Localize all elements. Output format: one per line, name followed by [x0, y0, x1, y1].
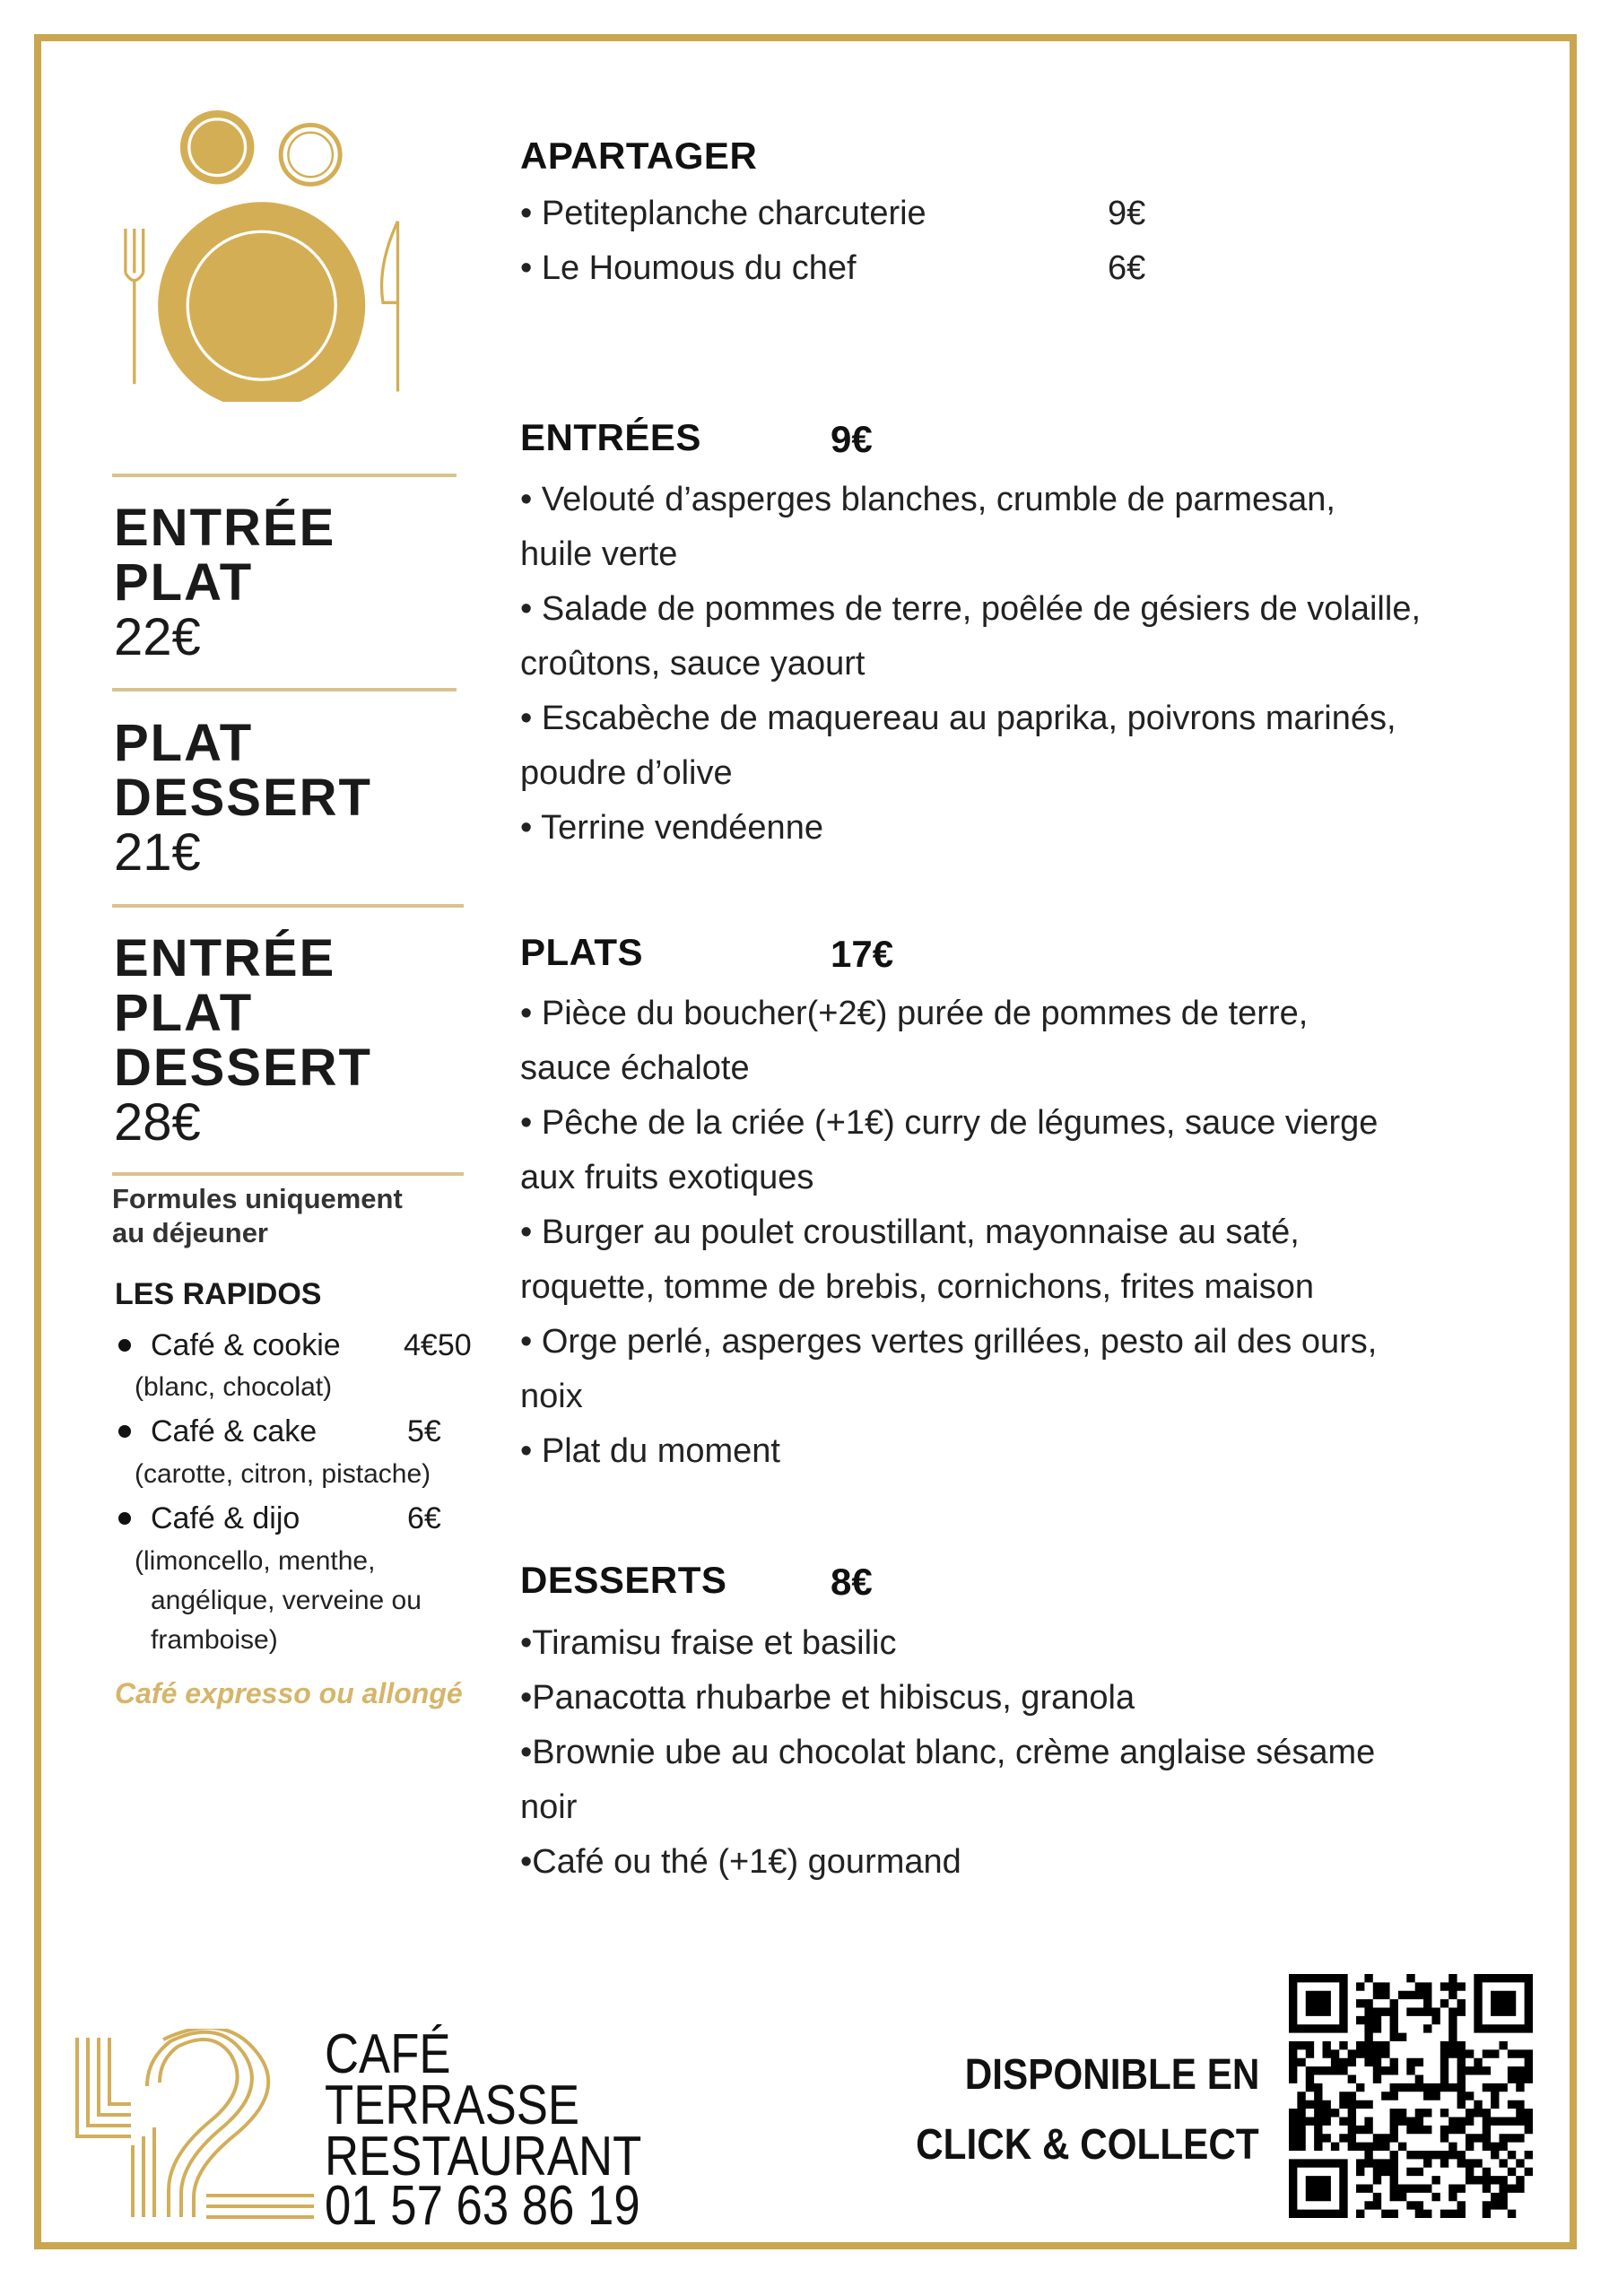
divider — [112, 1172, 464, 1176]
rapido-price: 5€ — [407, 1414, 441, 1448]
rapido-name: Café & cake — [151, 1414, 318, 1448]
menu-line: sauce échalote — [520, 1049, 750, 1087]
menu-line: noir — [520, 1788, 578, 1826]
formula-line: ENTRÉE — [114, 929, 336, 987]
rapido-item — [115, 1497, 441, 1540]
rapido-detail: (blanc, chocolat) — [135, 1372, 333, 1402]
formula-line: DESSERT — [114, 1039, 372, 1097]
section-price-plats: 17€ — [831, 933, 894, 975]
divider — [112, 904, 464, 908]
formula-plat-dessert — [114, 716, 372, 880]
note-line: Formules uniquement — [112, 1183, 403, 1214]
divider — [112, 688, 457, 691]
apartager-price: 9€ — [1108, 195, 1146, 232]
desserts-list — [520, 1616, 1375, 1890]
note-line: au déjeuner — [112, 1217, 268, 1248]
section-price-desserts: 8€ — [831, 1561, 873, 1603]
menu-line: • Plat du moment — [520, 1432, 780, 1470]
brand-line: TERRASSE — [325, 2074, 580, 2136]
menu-line: noix — [520, 1378, 583, 1415]
menu-line: • Escabèche de maquereau au paprika, poivrons marinés, — [520, 700, 1396, 737]
section-title-apartager: APARTAGER — [520, 135, 758, 177]
plats-list — [520, 987, 1378, 1479]
menu-line: • Salade de pommes de terre, poêlée de gésiers de volaille, — [520, 590, 1422, 628]
rapido-name: Café & cookie — [151, 1328, 341, 1362]
menu-line: • Burger au poulet croustillant, mayonnaise au saté, — [520, 1213, 1300, 1251]
formula-entree-plat — [114, 500, 335, 665]
rapido-detail: (limoncello, menthe, — [135, 1546, 376, 1576]
click-collect-line: DISPONIBLE EN — [964, 2051, 1259, 2099]
coffee-note: Café expresso ou allongé — [115, 1677, 463, 1709]
formula-line: PLAT — [114, 984, 254, 1042]
menu-line: •Tiramisu fraise et basilic — [520, 1624, 897, 1662]
section-title-plats: PLATS — [520, 931, 644, 973]
rapido-name: Café & dijo — [151, 1501, 300, 1535]
qr-code-icon[interactable] — [1289, 1973, 1533, 2219]
menu-line: • Pêche de la criée (+1€) curry de légumes, sauce vierge — [520, 1104, 1379, 1142]
menu-line: • Orge perlé, asperges vertes grillées, pesto ail des ours, — [520, 1323, 1378, 1361]
formula-note — [112, 1182, 403, 1250]
qr-modules — [1289, 1974, 1533, 2218]
bullet-icon — [118, 1512, 131, 1525]
menu-line: • Terrine vendéenne — [520, 809, 823, 847]
menu-line: aux fruits exotiques — [520, 1159, 814, 1196]
apartager-item: • Le Houmous du chef — [520, 249, 857, 287]
formula-line: ENTRÉE — [114, 499, 336, 557]
formula-price: 21€ — [114, 823, 201, 882]
divider — [112, 474, 457, 477]
menu-line: poudre d’olive — [520, 754, 733, 792]
bullet-icon — [118, 1425, 131, 1438]
rapido-detail: (carotte, citron, pistache) — [135, 1459, 431, 1489]
brand-42-logo-icon — [70, 2029, 321, 2226]
menu-line: •Café ou thé (+1€) gourmand — [520, 1843, 961, 1881]
plate-logo-icon — [117, 106, 413, 402]
formula-line: PLAT — [114, 553, 254, 612]
menu-line: croûtons, sauce yaourt — [520, 645, 866, 683]
phone-number: 01 57 63 86 19 — [325, 2175, 640, 2237]
menu-line: •Panacotta rhubarbe et hibiscus, granola — [520, 1679, 1135, 1717]
formula-line: PLAT — [114, 714, 254, 772]
section-title-desserts: DESSERTS — [520, 1559, 727, 1601]
formula-price: 28€ — [114, 1093, 201, 1152]
rapido-price: 6€ — [407, 1501, 441, 1535]
rapidos-title: LES RAPIDOS — [115, 1277, 322, 1311]
rapido-item — [115, 1410, 441, 1453]
rapido-detail: framboise) — [151, 1625, 278, 1655]
formula-price: 22€ — [114, 608, 201, 666]
section-title-entrees: ENTRÉES — [520, 416, 701, 458]
rapido-item — [115, 1324, 472, 1367]
menu-line: • Pièce du boucher(+2€) purée de pommes de terre, — [520, 995, 1309, 1032]
formula-line: DESSERT — [114, 769, 372, 827]
entrees-list — [520, 473, 1421, 856]
apartager-item: • Petiteplanche charcuterie — [520, 195, 926, 232]
brand-line: CAFÉ — [325, 2023, 451, 2085]
formula-entree-plat-dessert — [114, 931, 372, 1150]
menu-line: roquette, tomme de brebis, cornichons, frites maison — [520, 1268, 1314, 1306]
menu-line: • Velouté d’asperges blanches, crumble de parmesan, — [520, 481, 1335, 518]
rapido-detail: angélique, verveine ou — [151, 1586, 422, 1615]
click-collect-line: CLICK & COLLECT — [916, 2121, 1259, 2169]
apartager-price: 6€ — [1108, 249, 1146, 287]
brand-line: RESTAURANT — [325, 2126, 642, 2187]
section-price-entrees: 9€ — [831, 418, 873, 460]
menu-line: huile verte — [520, 535, 678, 573]
rapido-price: 4€50 — [404, 1328, 472, 1362]
bullet-icon — [118, 1339, 131, 1352]
menu-line: •Brownie ube au chocolat blanc, crème anglaise sésame — [520, 1734, 1376, 1771]
